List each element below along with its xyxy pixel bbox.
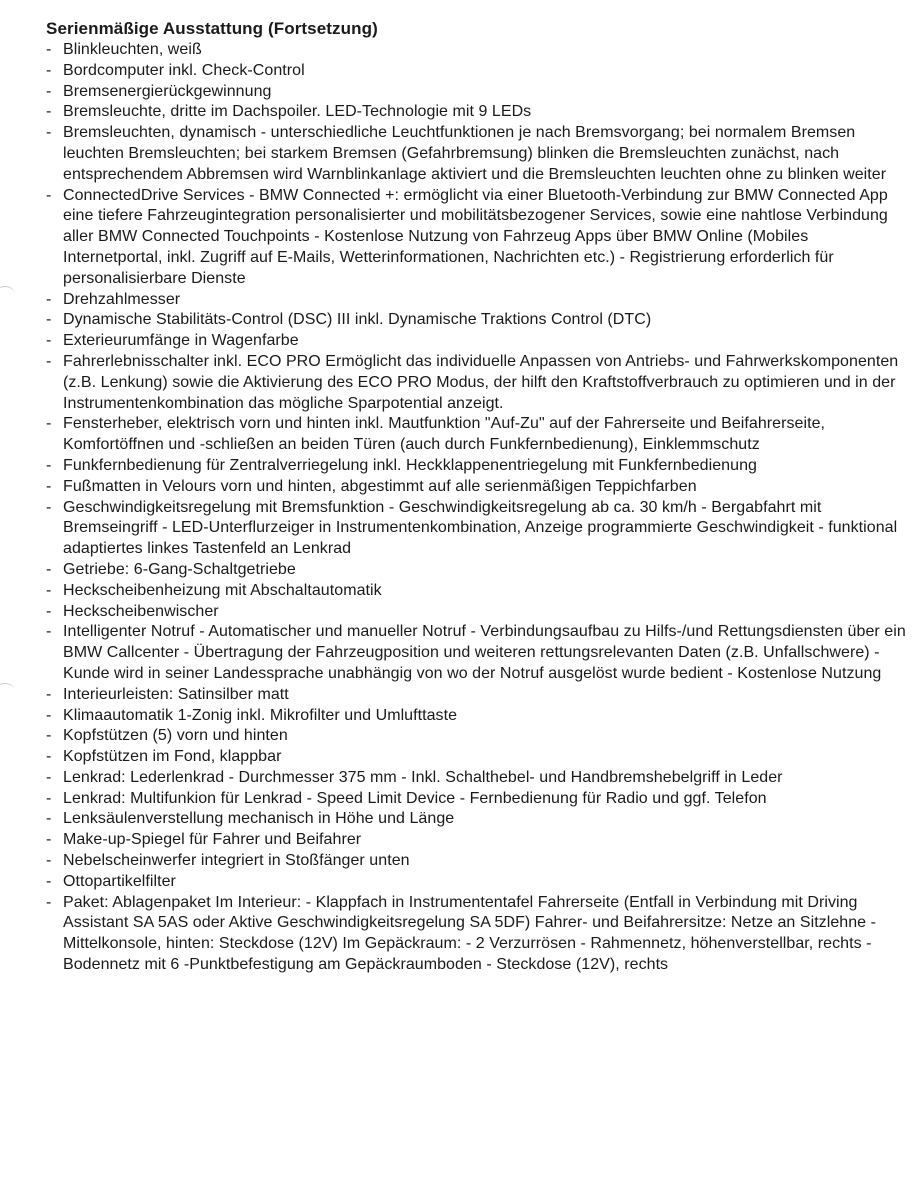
- list-item: [46, 456, 906, 477]
- list-item-text: Bremsleuchten, dynamisch - unterschiedliche Leuchtfunktionen je nach Bremsvorgang; bei normalem Bremsen leuchten Bremsleuchten; bei starkem Bremsen (Gefahrbremsung) blinken die Bremsleuchten zunächst, nach entsprechendem Abbremsen wird Warnblinkanlage aktiviert und die Bremsleuchten leuchten ohne zu blinken weiter: [63, 124, 887, 183]
- list-bullet: -: [46, 290, 52, 308]
- list-bullet: -: [46, 623, 52, 641]
- list-item: [46, 477, 906, 498]
- list-item: [46, 186, 906, 290]
- list-item: [46, 602, 906, 623]
- list-item-text: Geschwindigkeitsregelung mit Bremsfunktion - Geschwindigkeitsregelung ab ca. 30 km/h - Bergabfahrt mit Bremseingriff - LED-Unterflurzeiger in Instrumentenkombination, Anzeige programmierte Geschwindigkeit - funktional adaptiertes linkes Tastenfeld an Lenkrad: [63, 498, 898, 558]
- list-item-text: Drehzahlmesser: [63, 290, 181, 308]
- list-bullet: -: [46, 581, 52, 599]
- list-item: [46, 789, 906, 810]
- list-bullet: -: [46, 768, 52, 786]
- list-bullet: -: [46, 789, 52, 807]
- list-bullet: -: [46, 103, 52, 121]
- list-item-text: ConnectedDrive Services - BMW Connected +: ermöglicht via einer Bluetooth-Verbindung zur BMW Connected App eine tiefere Fahrzeugintegration personalisierter und mobilitätsbezogener Services, sowie eine nahtlose Verbindung aller BMW Connected Touchpoints - Kostenlose Nutzung von Fahrzeug Apps über BMW Online (Mobiles Internetportal, inkl. Zugriff auf E-Mails, Wetterinformationen, Nachrichten etc.) - Registrierung erforderlich für personalisierbare Dienste: [63, 186, 888, 287]
- list-bullet: -: [46, 352, 52, 370]
- list-bullet: -: [46, 415, 52, 433]
- list-bullet: -: [46, 685, 52, 703]
- list-item: [46, 893, 906, 976]
- list-item: [46, 581, 906, 602]
- list-bullet: -: [46, 810, 52, 828]
- list-item-text: Make-up-Spiegel für Fahrer und Beifahrer: [63, 831, 362, 849]
- punch-hole-mark-bottom: [0, 683, 14, 696]
- list-item: [46, 40, 906, 61]
- list-bullet: -: [46, 852, 52, 870]
- list-bullet: -: [46, 560, 52, 578]
- list-item-text: Intelligenter Notruf - Automatischer und manueller Notruf - Verbindungsaufbau zu Hilfs-/und Rettungsdiensten über ein BMW Callcenter - Übertragung der Fahrzeugposition und weiteren rettungsrelevanten Daten (z.B. Unfallschwere) - Kunde wird in seiner Landessprache unabhängig von wo der Notruf ausgelöst wurde bedient - Kostenlose Nutzung: [63, 623, 906, 682]
- equipment-list: [46, 40, 906, 976]
- list-item-text: Fußmatten in Velours vorn und hinten, abgestimmt auf alle serienmäßigen Teppichfarben: [63, 477, 697, 495]
- list-item: [46, 851, 906, 872]
- list-item: [46, 747, 906, 768]
- list-item-text: Fensterheber, elektrisch vorn und hinten inkl. Mautfunktion "Auf-Zu" auf der Fahrerseite und Beifahrerseite, Komfortöffnen und -schließen an beiden Türen (auch durch Funkfernbedienung), Einklemmschutz: [63, 415, 826, 454]
- list-item-text: Dynamische Stabilitäts-Control (DSC) III inkl. Dynamische Traktions Control (DTC): [63, 311, 652, 329]
- list-item: [46, 61, 906, 82]
- list-item-text: Ottopartikelfilter: [63, 872, 176, 890]
- list-item-text: Kopfstützen (5) vorn und hinten: [63, 727, 288, 745]
- list-item: [46, 414, 906, 456]
- list-item: [46, 102, 906, 123]
- list-item-text: Bremsenergierückgewinnung: [63, 82, 272, 100]
- list-item: [46, 726, 906, 747]
- list-item-text: Heckscheibenwischer: [63, 602, 219, 620]
- list-item-text: Fahrerlebnisschalter inkl. ECO PRO Ermöglicht das individuelle Anpassen von Antriebs- und Fahrwerkskomponenten (z.B. Lenkung) sowie die Aktivierung des ECO PRO Modus, der hilft den Kraftstoffverbrauch zu optimieren und in der Instrumentenkombination das mögliche Sparpotential anzeigt.: [63, 352, 899, 412]
- list-item: [46, 872, 906, 893]
- list-bullet: -: [46, 186, 52, 204]
- list-bullet: -: [46, 477, 52, 495]
- list-item-text: Lenkrad: Multifunkion für Lenkrad - Speed Limit Device - Fernbedienung für Radio und ggf. Telefon: [63, 789, 767, 807]
- list-bullet: -: [46, 311, 52, 329]
- list-item-text: Klimaautomatik 1-Zonig inkl. Mikrofilter und Umlufttaste: [63, 706, 458, 724]
- list-bullet: -: [46, 602, 52, 620]
- list-item: [46, 331, 906, 352]
- list-item: [46, 290, 906, 311]
- list-bullet: -: [46, 893, 52, 911]
- list-item: [46, 622, 906, 684]
- list-item-text: Bordcomputer inkl. Check-Control: [63, 61, 305, 79]
- punch-hole-mark-top: [0, 286, 14, 299]
- list-item-text: Heckscheibenheizung mit Abschaltautomatik: [63, 581, 382, 599]
- list-item: [46, 498, 906, 560]
- list-item-text: Lenksäulenverstellung mechanisch in Höhe und Länge: [63, 810, 455, 828]
- list-item: [46, 310, 906, 331]
- list-bullet: -: [46, 706, 52, 724]
- list-item-text: Paket: Ablagenpaket Im Interieur: - Klappfach in Instrumententafel Fahrerseite (Entfall in Verbindung mit Driving Assistant SA 5AS oder Aktive Geschwindigkeitsregelung SA 5DF) Fahrer- und Beifahrersitze: Netze an Sitzlehne - Mittelkonsole, hinten: Steckdose (12V) Im Gepäckraum: - 2 Verzurrösen - Rahmennetz, höhenverstellbar, rechts - Bodennetz mit 6 -Punktbefestigung am Gepäckraumboden - Steckdose (12V), rechts: [63, 893, 877, 974]
- list-item: [46, 768, 906, 789]
- list-item: [46, 830, 906, 851]
- list-item: [46, 123, 906, 185]
- list-bullet: -: [46, 748, 52, 766]
- list-bullet: -: [46, 82, 52, 100]
- list-item-text: Getriebe: 6-Gang-Schaltgetriebe: [63, 560, 296, 578]
- list-item-text: Nebelscheinwerfer integriert in Stoßfänger unten: [63, 852, 410, 870]
- document-title: Serienmäßige Ausstattung (Fortsetzung): [46, 19, 378, 38]
- document-page: [46, 18, 906, 976]
- list-item-text: Exterieurumfänge in Wagenfarbe: [63, 332, 299, 350]
- list-item-text: Blinkleuchten, weiß: [63, 41, 202, 58]
- list-bullet: -: [46, 727, 52, 745]
- list-item-text: Lenkrad: Lederlenkrad - Durchmesser 375 mm - Inkl. Schalthebel- und Handbremshebelgriff in Leder: [63, 768, 783, 786]
- list-item: [46, 706, 906, 727]
- list-item-text: Funkfernbedienung für Zentralverriegelung inkl. Heckklappenentriegelung mit Funkfernbedienung: [63, 456, 757, 474]
- list-bullet: -: [46, 456, 52, 474]
- list-bullet: -: [46, 872, 52, 890]
- list-item-text: Kopfstützen im Fond, klappbar: [63, 748, 282, 766]
- list-item-text: Bremsleuchte, dritte im Dachspoiler. LED-Technologie mit 9 LEDs: [63, 103, 532, 121]
- list-item: [46, 560, 906, 581]
- list-bullet: -: [46, 41, 52, 58]
- list-bullet: -: [46, 61, 52, 79]
- list-bullet: -: [46, 124, 52, 142]
- list-item: [46, 685, 906, 706]
- list-bullet: -: [46, 332, 52, 350]
- list-item: [46, 809, 906, 830]
- list-item: [46, 352, 906, 414]
- list-bullet: -: [46, 498, 52, 516]
- list-item-text: Interieurleisten: Satinsilber matt: [63, 685, 289, 703]
- list-item: [46, 82, 906, 103]
- list-bullet: -: [46, 831, 52, 849]
